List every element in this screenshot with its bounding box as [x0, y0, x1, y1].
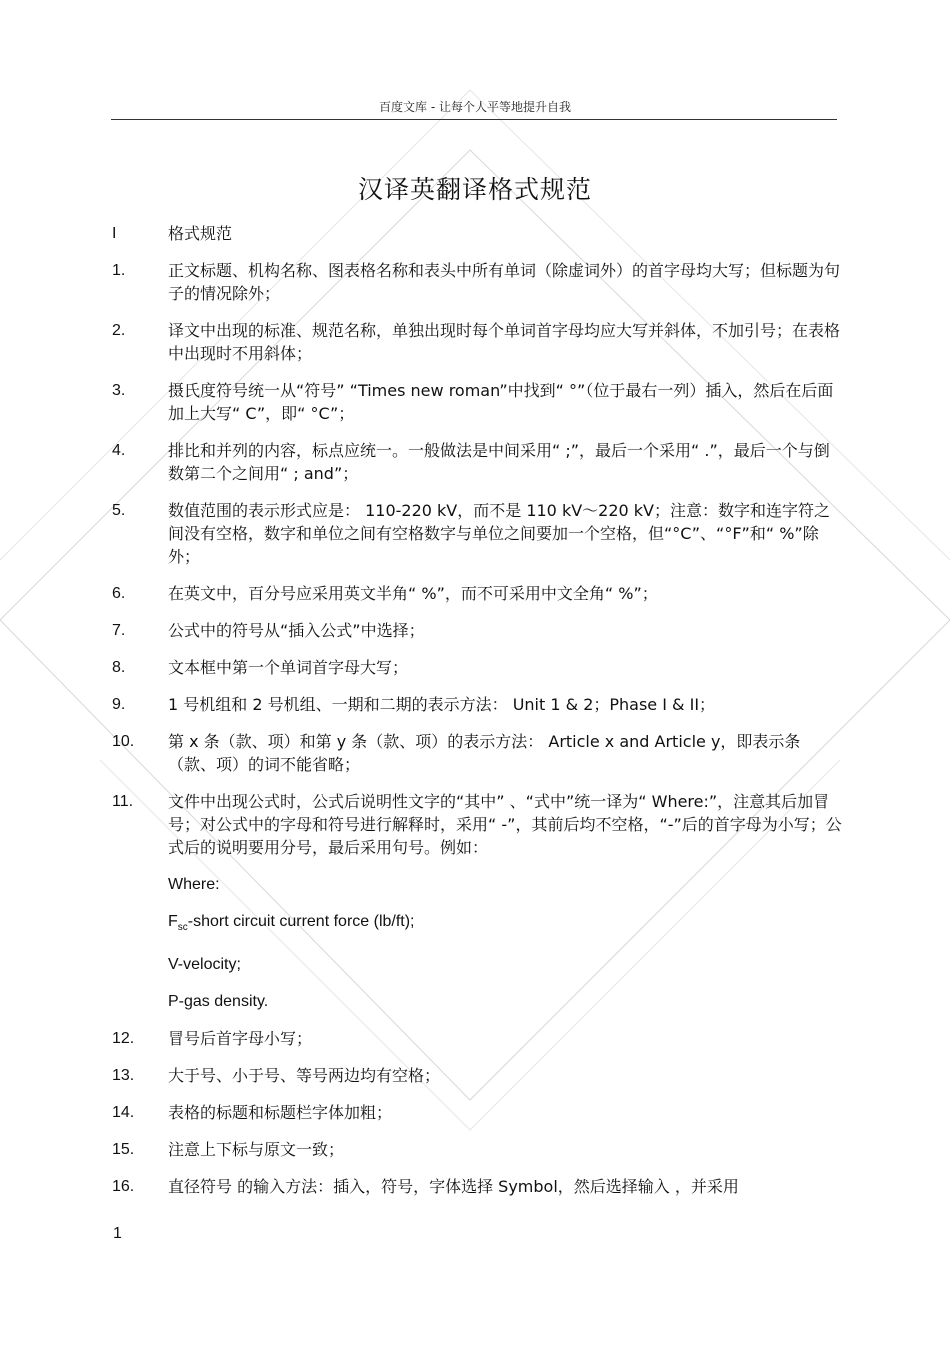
list-item [112, 693, 842, 716]
item-text: 摄氏度符号统一从“符号” “Times new roman”中找到“ °”（位于最右一列）插入，然后在后面加上大写“ C”，即“ °C”； [168, 381, 834, 423]
item-number: 10. [112, 733, 135, 750]
page-number: 1 [113, 1225, 122, 1242]
item-number: 11. [112, 793, 134, 810]
item-text: 公式中的符号从“插入公式”中选择； [168, 621, 425, 640]
header-divider [111, 119, 837, 120]
item-text: 数值范围的表示形式应是： 110-220 kV，而不是 110 kV～220 kV；注意：数字和连字符之间没有空格，数字和单位之间有空格数字与单位之间要加一个空格，但“°C”、“°F”和“ %”除外； [168, 501, 830, 566]
item-text: 注意上下标与原文一致； [168, 1140, 345, 1160]
item-number: 15. [112, 1141, 135, 1159]
item-number: 6. [112, 585, 126, 602]
item-number: 1. [112, 262, 126, 279]
list-item [112, 730, 842, 776]
list-item [112, 582, 842, 605]
item-text: 大于号、小于号、等号两边均有空格； [168, 1066, 441, 1086]
item-text: 译文中出现的标准、规范名称，单独出现时每个单词首字母均应大写并斜体，不加引号；在表格中出现时不用斜体； [168, 321, 841, 363]
item-text: 在英文中，百分号应采用英文半角“ %”，而不可采用中文全角“ %”； [168, 584, 658, 603]
list-item [112, 379, 842, 425]
fsc-description: -short circuit current force (lb/ft); [187, 913, 415, 930]
item-text: 1 号机组和 2 号机组、一期和二期的表示方法： Unit 1 & 2；Phase I & II； [168, 695, 716, 714]
example-where: Where: [168, 876, 220, 893]
item-number: 5. [112, 502, 126, 519]
section-heading [112, 222, 842, 245]
item-number: 2. [112, 322, 126, 339]
example-fsc [168, 910, 842, 939]
list-item [112, 259, 842, 305]
item-number: 12. [112, 1030, 135, 1048]
item-text: 文件中出现公式时，公式后说明性文字的“其中” 、“式中”统一译为“ Where:”，注意其后加冒号；对公式中的字母和符号进行解释时，采用“ -”，其前后均不空格，“-”后的首字母为小写；公式后的说明要用分号，最后采用句号。例如： [168, 792, 842, 857]
list-item [112, 1101, 842, 1124]
item-text: 表格的标题和标题栏字体加粗； [168, 1103, 393, 1123]
example-density: P-gas density. [168, 993, 269, 1011]
item-number: 16. [112, 1178, 135, 1196]
item-text: 冒号后首字母小写； [168, 1029, 313, 1049]
list-item [112, 439, 842, 485]
list-item [112, 656, 842, 679]
item-number: 8. [112, 659, 126, 676]
list-item [112, 619, 842, 642]
document-body [112, 222, 842, 1212]
item-text: 第 x 条（款、项）和第 y 条（款、项）的表示方法： Article x and Article y，即表示条（款、项）的词不能省略； [168, 732, 801, 774]
item-text: 正文标题、机构名称、图表格名称和表头中所有单词（除虚词外）的首字母均大写；但标题为句子的情况除外； [168, 261, 841, 303]
item-number: 13. [112, 1067, 135, 1085]
list-item [112, 790, 842, 859]
item-text: 文本框中第一个单词首字母大写； [168, 658, 409, 677]
item-number: 4. [112, 442, 126, 459]
item-text: 直径符号 的输入方法：插入，符号，字体选择 Symbol，然后选择输入 ，并采用 [168, 1177, 739, 1197]
section-label: 格式规范 [168, 224, 233, 243]
item-number: 14. [112, 1104, 135, 1122]
document-title: 汉译英翻译格式规范 [357, 175, 592, 204]
item-text: 排比和并列的内容，标点应统一。一般做法是中间采用“ ;”，最后一个采用“ .”，最后一个与倒数第二个之间用“ ; and”； [168, 441, 830, 483]
list-item [112, 1175, 842, 1198]
item-number: 9. [112, 696, 126, 713]
item-number: 7. [112, 622, 126, 639]
list-item [112, 1138, 842, 1161]
page-header: 百度文库 - 让每个人平等地提升自我 [379, 100, 571, 114]
list-item [112, 1064, 842, 1087]
fsc-subscript: sc [177, 922, 188, 934]
fsc-symbol: F [168, 913, 178, 930]
example-velocity: V-velocity; [168, 956, 241, 974]
item-number: 3. [112, 382, 126, 399]
list-item [112, 1027, 842, 1050]
section-number: I [112, 225, 117, 242]
list-item [112, 499, 842, 568]
list-item [112, 319, 842, 365]
